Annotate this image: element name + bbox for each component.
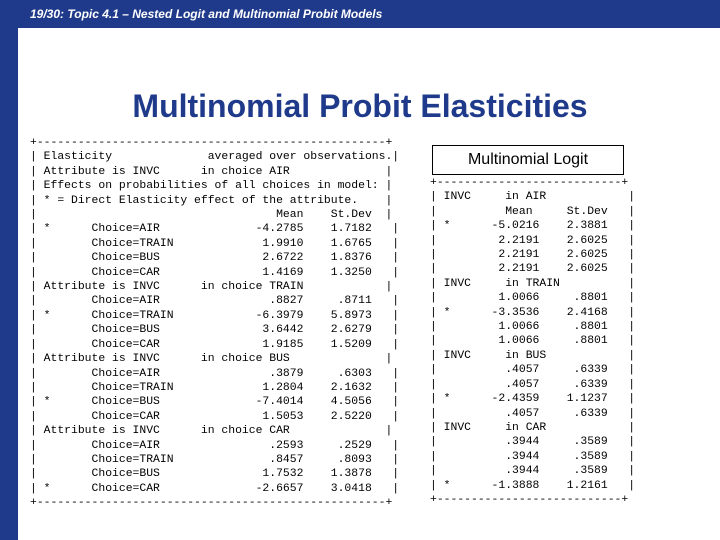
probit-row: | Choice=BUS 2.6722 1.8376 | — [30, 252, 400, 265]
logit-row: | 2.2191 2.6025 | — [430, 234, 636, 247]
logit-row: | * -1.3888 1.2161 | — [430, 479, 636, 492]
logit-row: | INVC in TRAIN | — [430, 277, 636, 290]
probit-row: | Mean St.Dev | — [30, 209, 393, 222]
probit-border-bottom: +---------------------------------------------------+ — [30, 497, 393, 510]
probit-row: | * Choice=TRAIN -6.3979 5.8973 | — [30, 309, 400, 322]
logit-border-bottom: +---------------------------+ — [430, 493, 629, 506]
probit-row: | Choice=TRAIN 1.2804 2.1632 | — [30, 381, 400, 394]
logit-row: | 2.2191 2.6025 | — [430, 249, 636, 262]
probit-row: | Attribute is INVC in choice BUS | — [30, 353, 393, 366]
probit-lines — [30, 150, 420, 496]
logit-row: | INVC in CAR | — [430, 421, 636, 434]
logit-row: | * -2.4359 1.1237 | — [430, 393, 636, 406]
probit-row: | Choice=TRAIN 1.9910 1.6765 | — [30, 237, 400, 250]
logit-row: | .4057 .6339 | — [430, 378, 636, 391]
logit-row: | INVC in AIR | — [430, 191, 636, 204]
probit-row: | Choice=BUS 3.6442 2.6279 | — [30, 324, 400, 337]
probit-row: | * Choice=AIR -4.2785 1.7182 | — [30, 223, 400, 236]
probit-row: | Choice=AIR .8827 .8711 | — [30, 295, 400, 308]
probit-row: | * = Direct Elasticity effect of the attribute. | — [30, 194, 393, 207]
probit-row: | * Choice=CAR -2.6657 3.0418 | — [30, 482, 400, 495]
logit-border-top: +---------------------------+ — [430, 177, 629, 189]
logit-row: | .3944 .3589 | — [430, 465, 636, 478]
probit-row: | Choice=AIR .2593 .2529 | — [30, 439, 400, 452]
probit-row: | Choice=CAR 1.9185 1.5209 | — [30, 338, 400, 351]
logit-row: | .3944 .3589 | — [430, 450, 636, 463]
logit-row: | * -3.3536 2.4168 | — [430, 306, 636, 319]
logit-row: | .4057 .6339 | — [430, 407, 636, 420]
probit-row: | Choice=BUS 1.7532 1.3878 | — [30, 468, 400, 481]
probit-row: | Choice=AIR .3879 .6303 | — [30, 367, 400, 380]
probit-row: | Effects on probabilities of all choices in model: | — [30, 180, 393, 193]
logit-row: | 2.2191 2.6025 | — [430, 263, 636, 276]
probit-row: | Choice=CAR 1.5053 2.5220 | — [30, 410, 400, 423]
logit-row: | * -5.0216 2.3881 | — [430, 220, 636, 233]
logit-row: | 1.0066 .8801 | — [430, 335, 636, 348]
slide-number-title: 19/30: Topic 4.1 – Nested Logit and Multinomial Probit Models — [30, 7, 383, 21]
probit-row: | Attribute is INVC in choice AIR | — [30, 165, 393, 178]
header-bar — [0, 0, 720, 28]
probit-row: | Choice=TRAIN .8457 .8093 | — [30, 453, 400, 466]
logit-row: | INVC in BUS | — [430, 349, 636, 362]
logit-lines — [430, 190, 650, 493]
logit-row: | .4057 .6339 | — [430, 364, 636, 377]
probit-row: | Attribute is INVC in choice CAR | — [30, 425, 393, 438]
probit-border-top: +---------------------------------------------------+ — [30, 137, 393, 149]
probit-row: | Elasticity averaged over observations.| — [30, 151, 400, 164]
probit-row: | * Choice=BUS -7.4014 4.5056 | — [30, 396, 400, 409]
probit-row: | Attribute is INVC in choice TRAIN | — [30, 281, 393, 294]
probit-row: | Choice=CAR 1.4169 1.3250 | — [30, 266, 400, 279]
logit-row: | Mean St.Dev | — [430, 205, 636, 218]
logit-elasticity-table — [430, 176, 650, 506]
probit-elasticity-table — [30, 136, 420, 510]
logit-row: | .3944 .3589 | — [430, 436, 636, 449]
page-title: Multinomial Probit Elasticities — [132, 88, 588, 124]
logit-row: | 1.0066 .8801 | — [430, 321, 636, 334]
logit-label: Multinomial Logit — [432, 145, 624, 175]
logit-row: | 1.0066 .8801 | — [430, 292, 636, 305]
